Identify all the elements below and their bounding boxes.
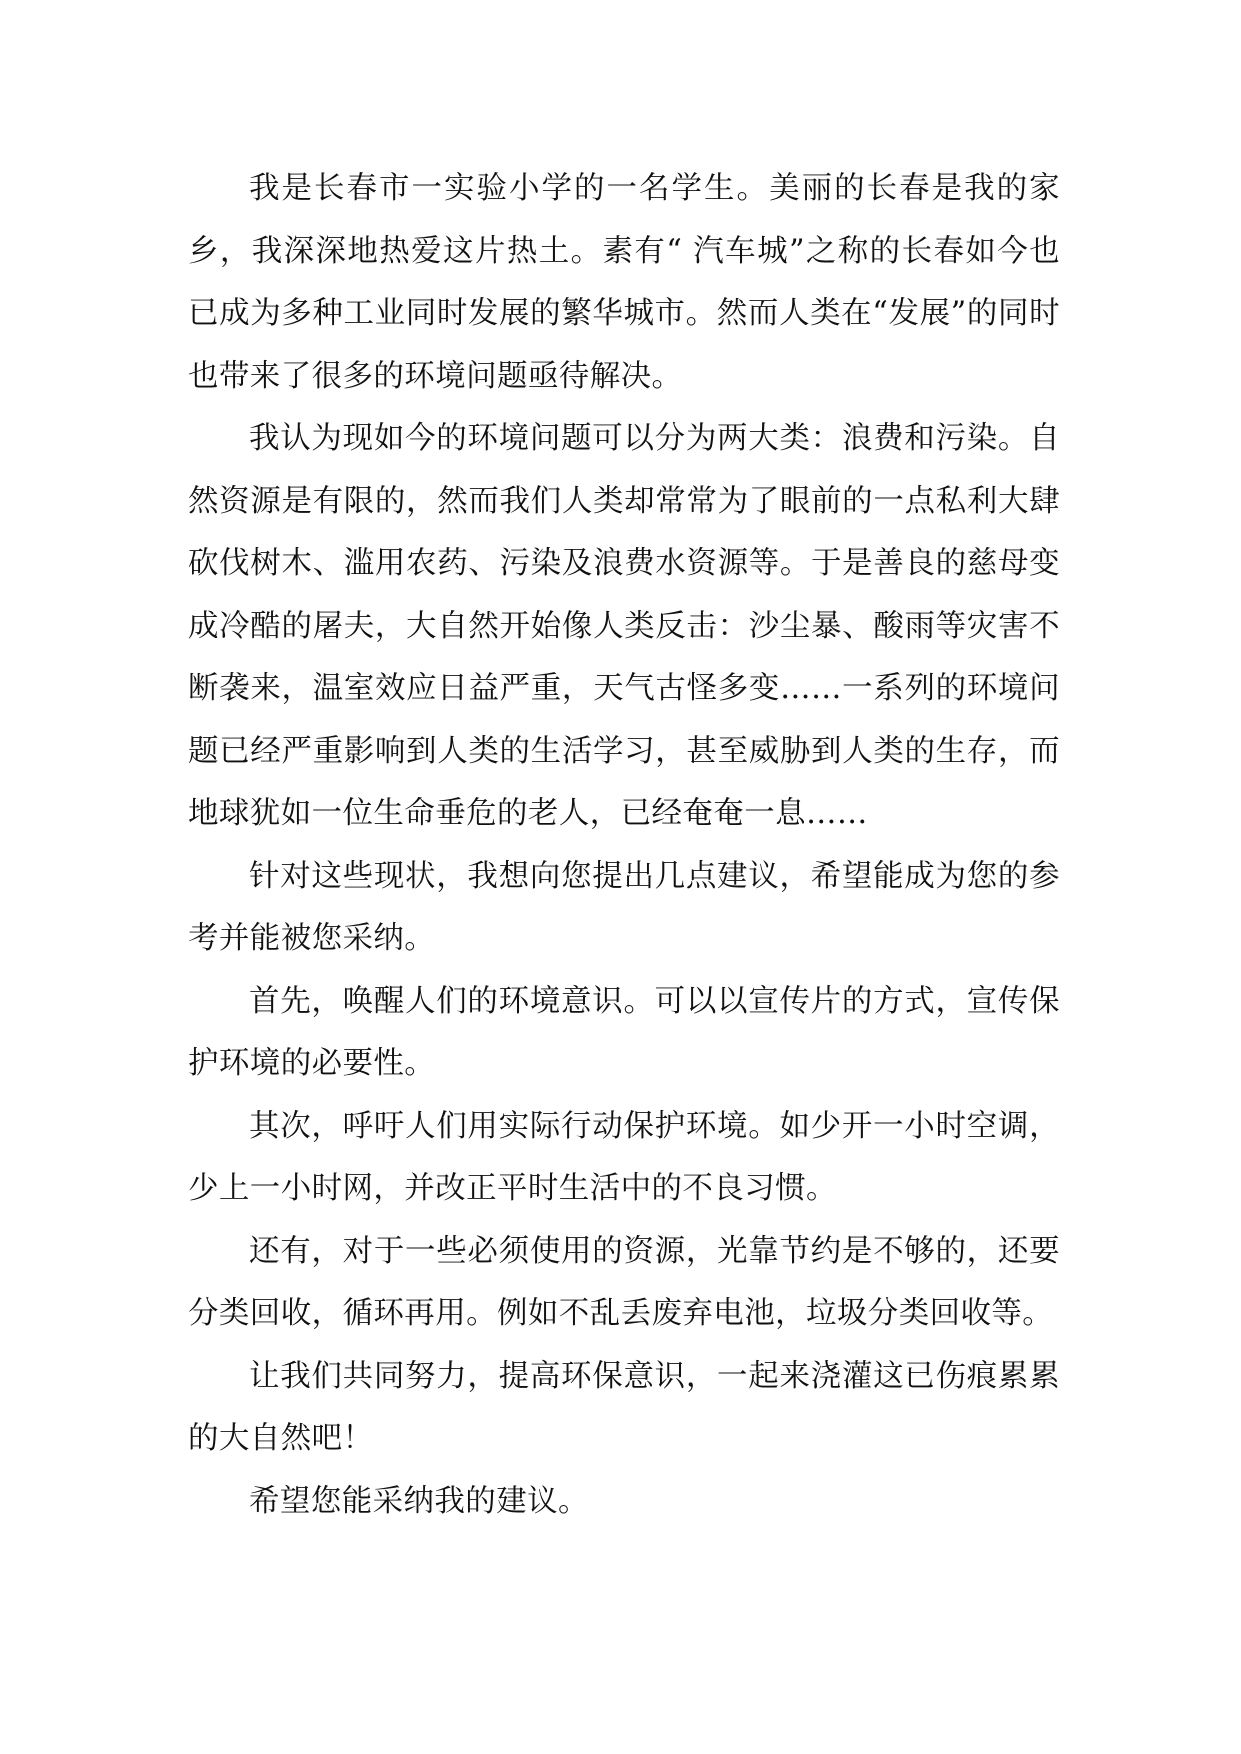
paragraph-first-suggestion: 首先，唤醒人们的环境意识。可以以宣传片的方式，宣传保护环境的必要性。 — [188, 983, 1060, 1081]
letter-body — [188, 158, 1060, 1533]
paragraph-call-to-action: 让我们共同努力，提高环保意识，一起来浇灌这已伤痕累累的大自然吧！ — [188, 1358, 1060, 1456]
paragraph-introduction: 我是长春市一实验小学的一名学生。美丽的长春是我的家乡，我深深地热爱这片热土。素有“ 汽车城”之称的长春如今也已成为多种工业同时发展的繁华城市。然而人类在“发展”的同时也带来了很多的环境问题亟待解决。 — [188, 171, 1060, 394]
paragraph-second-suggestion: 其次，呼吁人们用实际行动保护环境。如少开一小时空调，少上一小时网，并改正平时生活中的不良习惯。 — [188, 1108, 1060, 1206]
paragraph-closing: 希望您能采纳我的建议。 — [249, 1483, 589, 1519]
paragraph-suggestion-intro: 针对这些现状，我想向您提出几点建议，希望能成为您的参考并能被您采纳。 — [188, 858, 1060, 956]
paragraph-environmental-problems: 我认为现如今的环境问题可以分为两大类：浪费和污染。自然资源是有限的，然而我们人类却常常为了眼前的一点私利大肆砍伐树木、滥用农药、污染及浪费水资源等。于是善良的慈母变成冷酷的屠夫，大自然开始像人类反击：沙尘暴、酸雨等灾害不断袭来，温室效应日益严重，天气古怪多变……一系列的环境问题已经严重影响到人类的生活学习，甚至威胁到人类的生存，而地球犹如一位生命垂危的老人，已经奄奄一息…… — [188, 421, 1060, 831]
paragraph-third-suggestion: 还有，对于一些必须使用的资源，光靠节约是不够的，还要分类回收，循环再用。例如不乱丢废弃电池，垃圾分类回收等。 — [188, 1233, 1060, 1331]
